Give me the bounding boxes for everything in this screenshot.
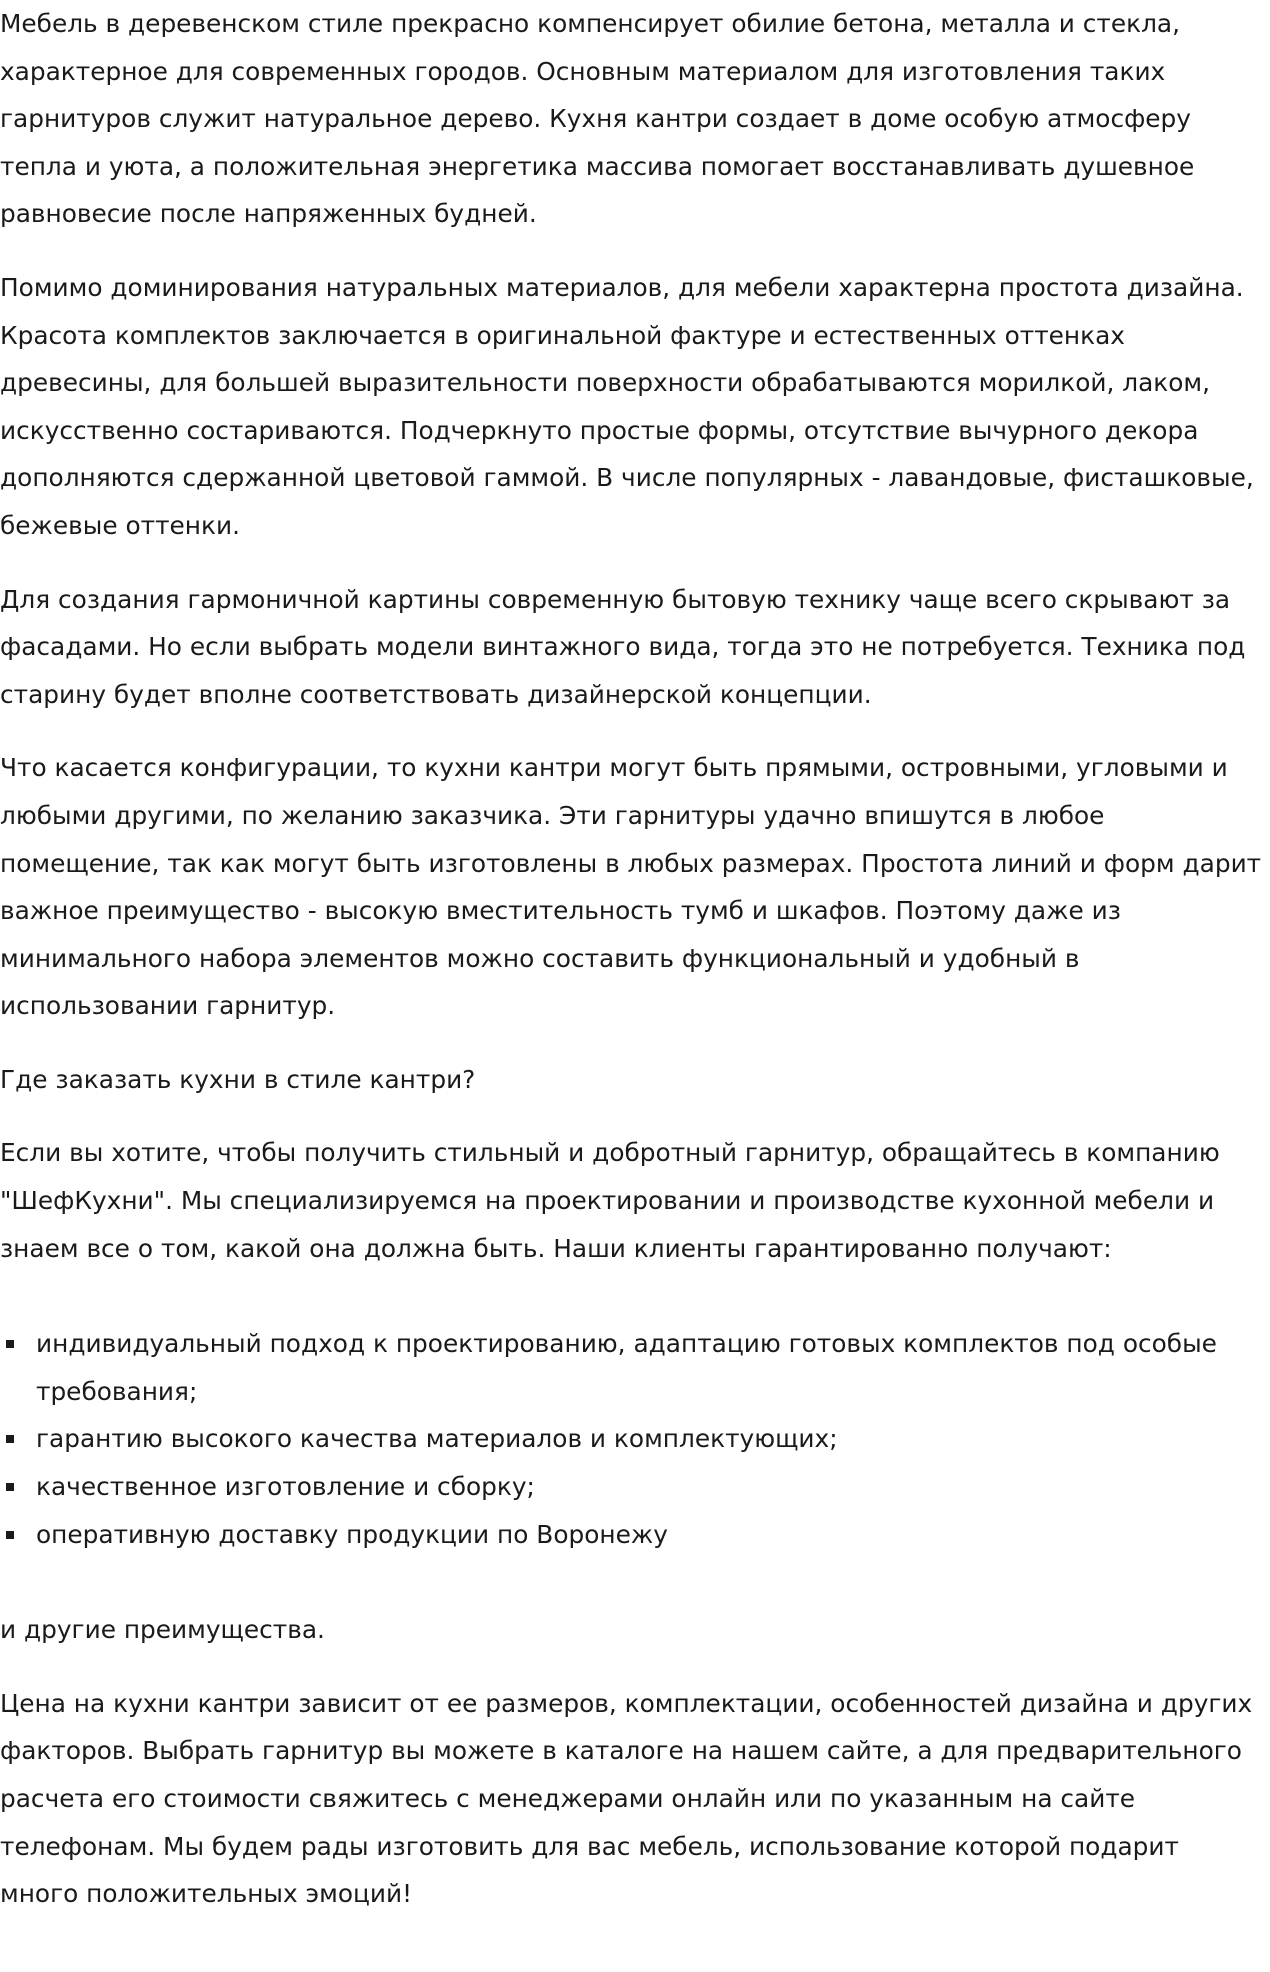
paragraph-appliances: Для создания гармоничной картины современную бытовую технику чаще всего скрывают за фасадами. Но если выбрать модели винтажного вида, тогда это не потребуется. Техника под старину будет вполне соответствовать дизайнерской концепции. [0, 584, 1246, 709]
spacer [0, 1103, 1262, 1129]
list-item [36, 1463, 1262, 1511]
square-bullet-icon [6, 1531, 14, 1539]
paragraph-configuration: Что касается конфигурации, то кухни кантри могут быть прямыми, островными, угловыми и любыми другими, по желанию заказчика. Эти гарнитуры удачно впишутся в любое помещение, так как могут быть изготовлены в любых размерах. Простота линий и форм дарит важное преимущество - высокую вместительность тумб и шкафов. Поэтому даже из минимального набора элементов можно составить функциональный и удобный в использовании гарнитур. [0, 753, 1262, 1021]
square-bullet-icon [6, 1435, 14, 1443]
list-item-text: оперативную доставку продукции по Воронежу [36, 1519, 668, 1549]
section-question: Где заказать кухни в стиле кантри? [0, 1064, 476, 1094]
spacer [0, 1558, 1262, 1606]
paragraph-other-benefits: и другие преимущества. [0, 1615, 325, 1645]
list-item-text: гарантию высокого качества материалов и комплектующих; [36, 1424, 838, 1454]
list-item [36, 1511, 1262, 1559]
square-bullet-icon [6, 1340, 14, 1348]
paragraph-pricing: Цена на кухни кантри зависит от ее размеров, комплектации, особенностей дизайна и других факторов. Выбрать гарнитур вы можете в каталоге на нашем сайте, а для предварительного расчета его стоимости свяжитесь с менеджерами онлайн или по указанным на сайте телефонам. Мы будем рады изготовить для вас мебель, использование которой подарит много положительных эмоций! [0, 1688, 1253, 1909]
spacer [0, 550, 1262, 576]
spacer [0, 1272, 1262, 1320]
spacer [0, 238, 1262, 264]
list-item [36, 1320, 1262, 1415]
list-item [36, 1415, 1262, 1463]
paragraph-company: Если вы хотите, чтобы получить стильный и добротный гарнитур, обращайтесь в компанию "ШефКухни". Мы специализируемся на проектировании и производстве кухонной мебели и знаем все о том, какой она должна быть. Наши клиенты гарантированно получают: [0, 1138, 1220, 1263]
list-item-text: индивидуальный подход к проектированию, адаптацию готовых комплектов под особые требования; [36, 1329, 1217, 1406]
benefits-list [0, 1320, 1262, 1558]
paragraph-intro: Мебель в деревенском стиле прекрасно компенсирует обилие бетона, металла и стекла, характерное для современных городов. Основным материалом для изготовления таких гарнитуров служит натуральное дерево. Кухня кантри создает в доме особую атмосферу тепла и уюта, а положительная энергетика массива помогает восстанавливать душевное равновесие после напряженных будней. [0, 9, 1195, 229]
paragraph-design: Помимо доминирования натуральных материалов, для мебели характерна простота дизайна. Красота комплектов заключается в оригинальной фактуре и естественных оттенках древесины, для большей выразительности поверхности обрабатываются морилкой, лаком, искусственно состариваются. Подчеркнуто простые формы, отсутствие вычурного декора дополняются сдержанной цветовой гаммой. В числе популярных - лавандовые, фисташковые, бежевые оттенки. [0, 272, 1254, 540]
spacer [0, 1030, 1262, 1056]
square-bullet-icon [6, 1483, 14, 1491]
spacer [0, 1654, 1262, 1680]
spacer [0, 718, 1262, 744]
list-item-text: качественное изготовление и сборку; [36, 1472, 535, 1502]
